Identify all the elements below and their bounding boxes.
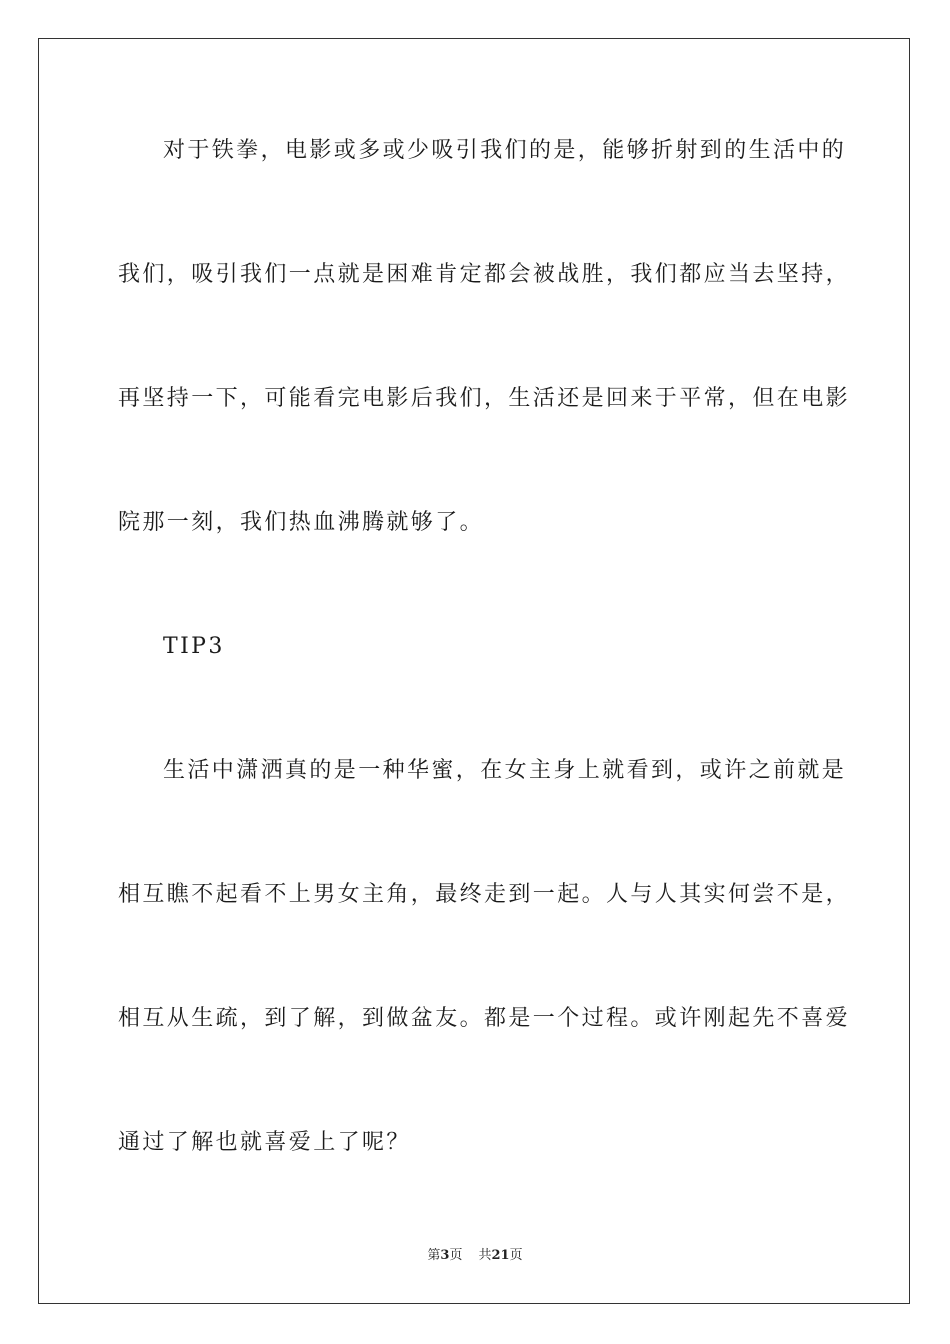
paragraph-2-line-3: 相互从生疏，到了解，到做盆友。都是一个过程。或许刚起先不喜爱 (118, 1006, 851, 1031)
page-label-suffix: 页 (449, 1248, 463, 1263)
page-label-prefix: 第 (427, 1248, 441, 1263)
total-pages: 21 (491, 1248, 510, 1263)
paragraph-2-line-4: 通过了解也就喜爱上了呢？ (118, 1130, 411, 1155)
total-label-suffix: 页 (509, 1248, 523, 1263)
paragraph-1-line-2: 我们，吸引我们一点就是困难肯定都会被战胜，我们都应当去坚持， (118, 262, 851, 287)
paragraph-2-line-2: 相互瞧不起看不上男女主角，最终走到一起。人与人其实何尝不是， (118, 882, 851, 907)
paragraph-2-line-1: 生活中潇洒真的是一种华蜜，在女主身上就看到，或许之前就是 (163, 758, 847, 783)
page-footer (0, 1246, 950, 1266)
paragraph-1-line-4: 院那一刻，我们热血沸腾就够了。 (118, 510, 485, 535)
page-border (38, 38, 910, 1304)
paragraph-1-line-3: 再坚持一下，可能看完电影后我们，生活还是回来于平常，但在电影 (118, 386, 851, 411)
section-heading-tip3: TIP3 (163, 634, 225, 659)
paragraph-1-line-1: 对于铁拳，电影或多或少吸引我们的是，能够折射到的生活中的 (163, 138, 847, 163)
total-label-prefix: 共 (478, 1248, 492, 1263)
page-number: 3 (440, 1248, 450, 1263)
